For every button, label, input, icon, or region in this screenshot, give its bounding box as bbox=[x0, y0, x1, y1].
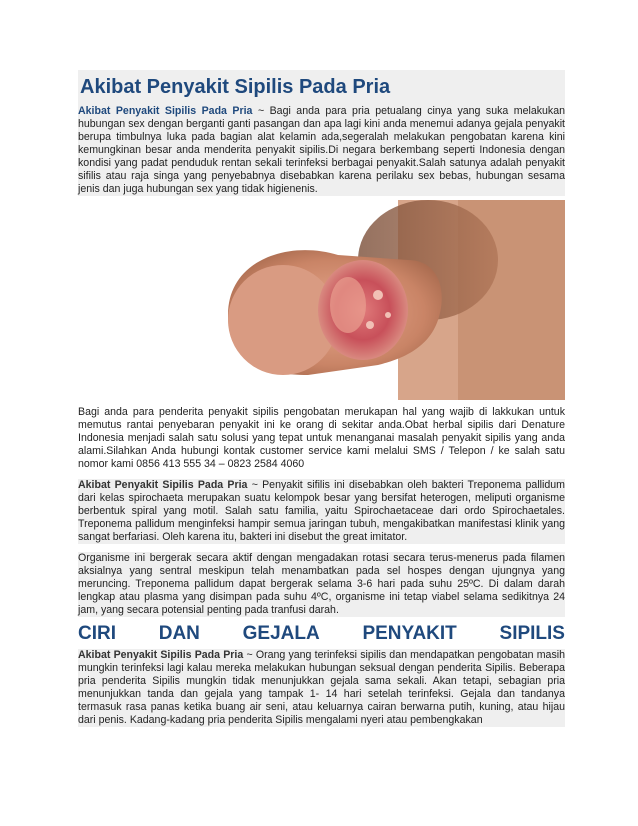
heading-word: DAN bbox=[158, 623, 200, 644]
article-photo bbox=[78, 200, 565, 400]
intro-lead: Akibat Penyakit Sipilis Pada Pria bbox=[78, 105, 253, 117]
intro-block bbox=[78, 105, 565, 196]
bacteria-lead: Akibat Penyakit Sipilis Pada Pria bbox=[78, 479, 248, 491]
heading-word: CIRI bbox=[78, 623, 116, 644]
page-title: Akibat Penyakit Sipilis Pada Pria bbox=[80, 76, 391, 98]
heading-word: SIPILIS bbox=[499, 623, 565, 644]
bacteria-paragraph bbox=[78, 479, 565, 544]
bacteria-text: ~ Penyakit sifilis ini disebabkan oleh bakteri Treponema pallidum dari kelas spirochaeta merupakan suatu kelompok besar yang bersifat heterogen, meliputi organisme berbentuk spiral yang motil. Salah satu familia, yaitu Spirochaetaceae dari ordo Spirochaetales. Treponema pallidum menginfeksi hampir semua jaringan tubuh, mengakibatkan manifestasi klinik yang sangat berfariasi. Oleh karena itu, bakteri ini disebut the great imitator. bbox=[78, 479, 565, 543]
document-page bbox=[78, 70, 565, 727]
symptom-lead: Akibat Penyakit Sipilis Pada Pria bbox=[78, 649, 244, 661]
intro-text: ~ Bagi anda para pria petualang cinya yang suka melakukan hubungan sex dengan berganti ganti pasangan dan apa lagi kini anda menemui adanya gejala penyakit berupa timbulnya luka pada bagian alat kelamin ada,segeralah melakukan pengobatan karena kini kemungkinan besar anda menderita penyakit sipilis.Di negara berkembang seperti Indonesia dengan kondisi yang padat penduduk rentan sekali terinfeksi berbagai penyakit.Salah satunya adalah penyakit sifilis atau raja singa yang penyebabnya disebabkan karena perilaku sex bebas, hubungan sesama jenis dan juga hubungan sex yang tidak higienenis. bbox=[78, 105, 565, 195]
symptom-paragraph bbox=[78, 649, 565, 727]
contact-paragraph: Bagi anda para penderita penyakit sipilis pengobatan merukapan hal yang wajib di lakkukan untuk memutus rantai penyebaran penyakit ini ke orang di sekitar anda.Obat herbal sipilis dari Denature Indonesia menjadi salah satu solusi yang tepat untuk menanganai masalah penyakit sipilis yang anda alami.Silahkan Anda hubungi kontak customer service kami melalui SMS / Telepon / ke salah satu nomor kami 0856 413 555 34 – 0823 2584 4060 bbox=[78, 406, 565, 470]
intro-paragraph bbox=[78, 105, 565, 196]
organism-block bbox=[78, 552, 565, 617]
medical-photo-icon bbox=[78, 200, 565, 400]
title-block bbox=[78, 70, 565, 105]
organism-paragraph: Organisme ini bergerak secara aktif dengan mengadakan rotasi secara terus-menerus pada filamen aksialnya yang sentral meskipun telah menambatkan pada sel hospes dengan ujungnya yang meruncing. Treponema pallidum dapat bergerak selama 3-6 hari pada suhu 25ºC. Di dalam darah lengkap atau plasma yang disimpan pada suhu 4ºC, organisme ini tetap viabel selama sedikitnya 24 jam, yang secara potensial penting pada tranfusi darah. bbox=[78, 552, 565, 616]
section-heading bbox=[78, 623, 565, 645]
symptom-text: ~ Orang yang terinfeksi sipilis dan mendapatkan pengobatan masih mungkin terinfeksi lagi kalau mereka melakukan hubungan seksual dengan penderita Sipilis. Beberapa pria penderita Sipilis mungkin tidak menunjukkan gejala sama sekali. Akan tetapi, sebagian pria menunjukkan tanda dan gejala yang tampak 1- 14 hari setelah terinfeksi. Gejala dan tandanya termasuk rasa panas ketika buang air seni, atau keluarnya cairan berwarna putih, kuning, atau hijau dari penis. Kadang-kadang pria penderita Sipilis mengalami nyeri atau pembengkakan bbox=[78, 649, 565, 726]
symptom-block bbox=[78, 649, 565, 727]
bacteria-block bbox=[78, 479, 565, 544]
heading-word: GEJALA bbox=[242, 623, 320, 644]
heading-word: PENYAKIT bbox=[362, 623, 457, 644]
